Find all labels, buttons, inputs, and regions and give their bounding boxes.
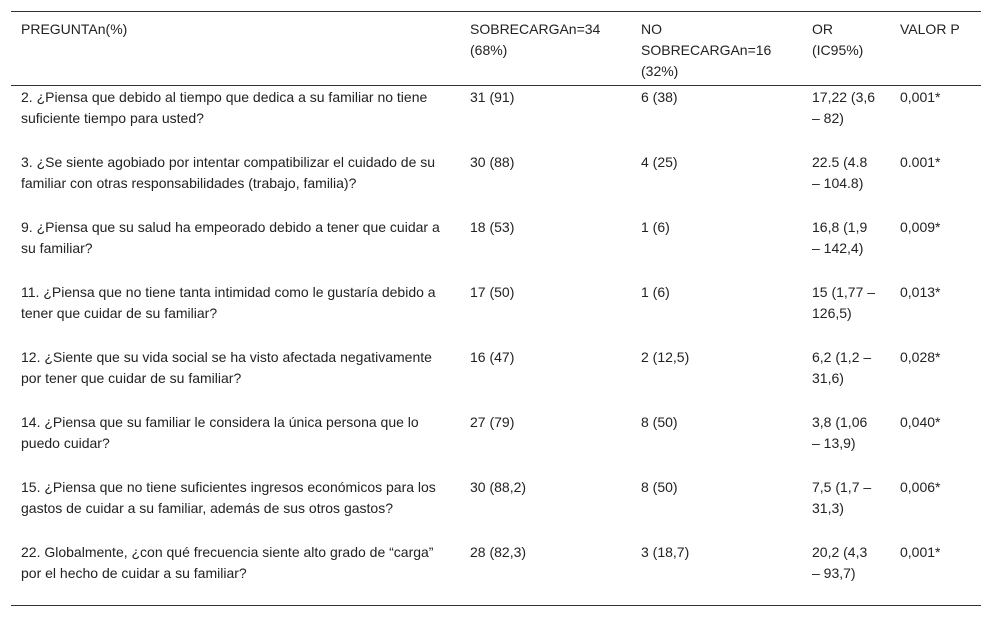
p-value-cell: 0.001*: [900, 153, 941, 170]
sobrecarga-cell: 27 (79): [470, 413, 515, 430]
p-value-cell: 0,040*: [900, 413, 941, 430]
header-pregunta: PREGUNTAn(%): [11, 12, 460, 86]
table-row: [11, 86, 981, 151]
question-cell: 22. Globalmente, ¿con qué frecuencia siente alto grado de “carga” por el hecho de cuidar a su familiar?: [11, 541, 460, 606]
header-sobrecarga: SOBRECARGAn=34 (68%): [460, 12, 631, 86]
results-table: [11, 11, 981, 606]
sobrecarga-cell: 28 (82,3): [460, 541, 631, 606]
or-cell: 16,8 (1,9 – 142,4): [812, 218, 868, 256]
or-cell: 3,8 (1,06 – 13,9): [812, 413, 868, 451]
table-row: [11, 151, 981, 216]
table-row: [11, 281, 981, 346]
or-cell: 22.5 (4.8 – 104.8): [812, 153, 868, 191]
header-or: OR (IC95%): [802, 12, 890, 86]
header-row: [11, 12, 981, 86]
or-cell: 6,2 (1,2 – 31,6): [812, 348, 872, 386]
table-row: [11, 346, 981, 411]
no-sobrecarga-cell: 1 (6): [641, 283, 670, 300]
question-cell: 12. ¿Siente que su vida social se ha visto afectada negativamente por tener que cuidar de su familiar?: [21, 348, 432, 386]
or-cell: 20,2 (4,3 – 93,7): [802, 541, 890, 606]
question-cell: 14. ¿Piensa que su familiar le considera la única persona que lo puedo cuidar?: [21, 413, 419, 451]
or-cell: 7,5 (1,7 – 31,3): [812, 478, 872, 516]
question-cell: 11. ¿Piensa que no tiene tanta intimidad como le gustaría debido a tener que cuidar de su familiar?: [21, 283, 436, 321]
no-sobrecarga-cell: 4 (25): [641, 153, 678, 170]
or-cell: 17,22 (3,6 – 82): [812, 89, 876, 126]
question-cell: 9. ¿Piensa que su salud ha empeorado debido a tener que cuidar a su familiar?: [21, 218, 440, 256]
no-sobrecarga-cell: 1 (6): [641, 218, 670, 235]
p-value-cell: 0,013*: [900, 283, 941, 300]
no-sobrecarga-cell: 3 (18,7): [631, 541, 802, 606]
sobrecarga-cell: 18 (53): [470, 218, 515, 235]
header-no-sobrecarga: NO SOBRECARGAn=16 (32%): [631, 12, 802, 86]
header-valor-p: VALOR P: [890, 12, 981, 86]
no-sobrecarga-cell: 8 (50): [641, 478, 678, 495]
question-cell: 15. ¿Piensa que no tiene suficientes ingresos económicos para los gastos de cuidar a su familiar, además de sus otros gastos?: [21, 478, 436, 516]
p-value-cell: 0,009*: [900, 218, 941, 235]
sobrecarga-cell: 16 (47): [470, 348, 515, 365]
table-row: [11, 541, 981, 606]
no-sobrecarga-cell: 2 (12,5): [641, 348, 690, 365]
p-value-cell: 0,006*: [900, 478, 941, 495]
or-cell: 15 (1,77 – 126,5): [812, 283, 876, 321]
sobrecarga-cell: 30 (88): [470, 153, 515, 170]
sobrecarga-cell: 31 (91): [470, 89, 515, 105]
p-value-cell: 0,001*: [890, 541, 981, 606]
sobrecarga-cell: 17 (50): [470, 283, 515, 300]
no-sobrecarga-cell: 8 (50): [641, 413, 678, 430]
table-row: [11, 216, 981, 281]
question-cell: 2. ¿Piensa que debido al tiempo que dedica a su familiar no tiene suficiente tiempo para usted?: [21, 89, 428, 126]
p-value-cell: 0,001*: [900, 89, 941, 105]
sobrecarga-cell: 30 (88,2): [470, 478, 527, 495]
table-row: [11, 476, 981, 541]
question-cell: 3. ¿Se siente agobiado por intentar compatibilizar el cuidado de su familiar con otras responsabilidades (trabajo, familia)?: [21, 153, 436, 191]
p-value-cell: 0,028*: [900, 348, 941, 365]
table-row: [11, 411, 981, 476]
no-sobrecarga-cell: 6 (38): [641, 89, 678, 105]
